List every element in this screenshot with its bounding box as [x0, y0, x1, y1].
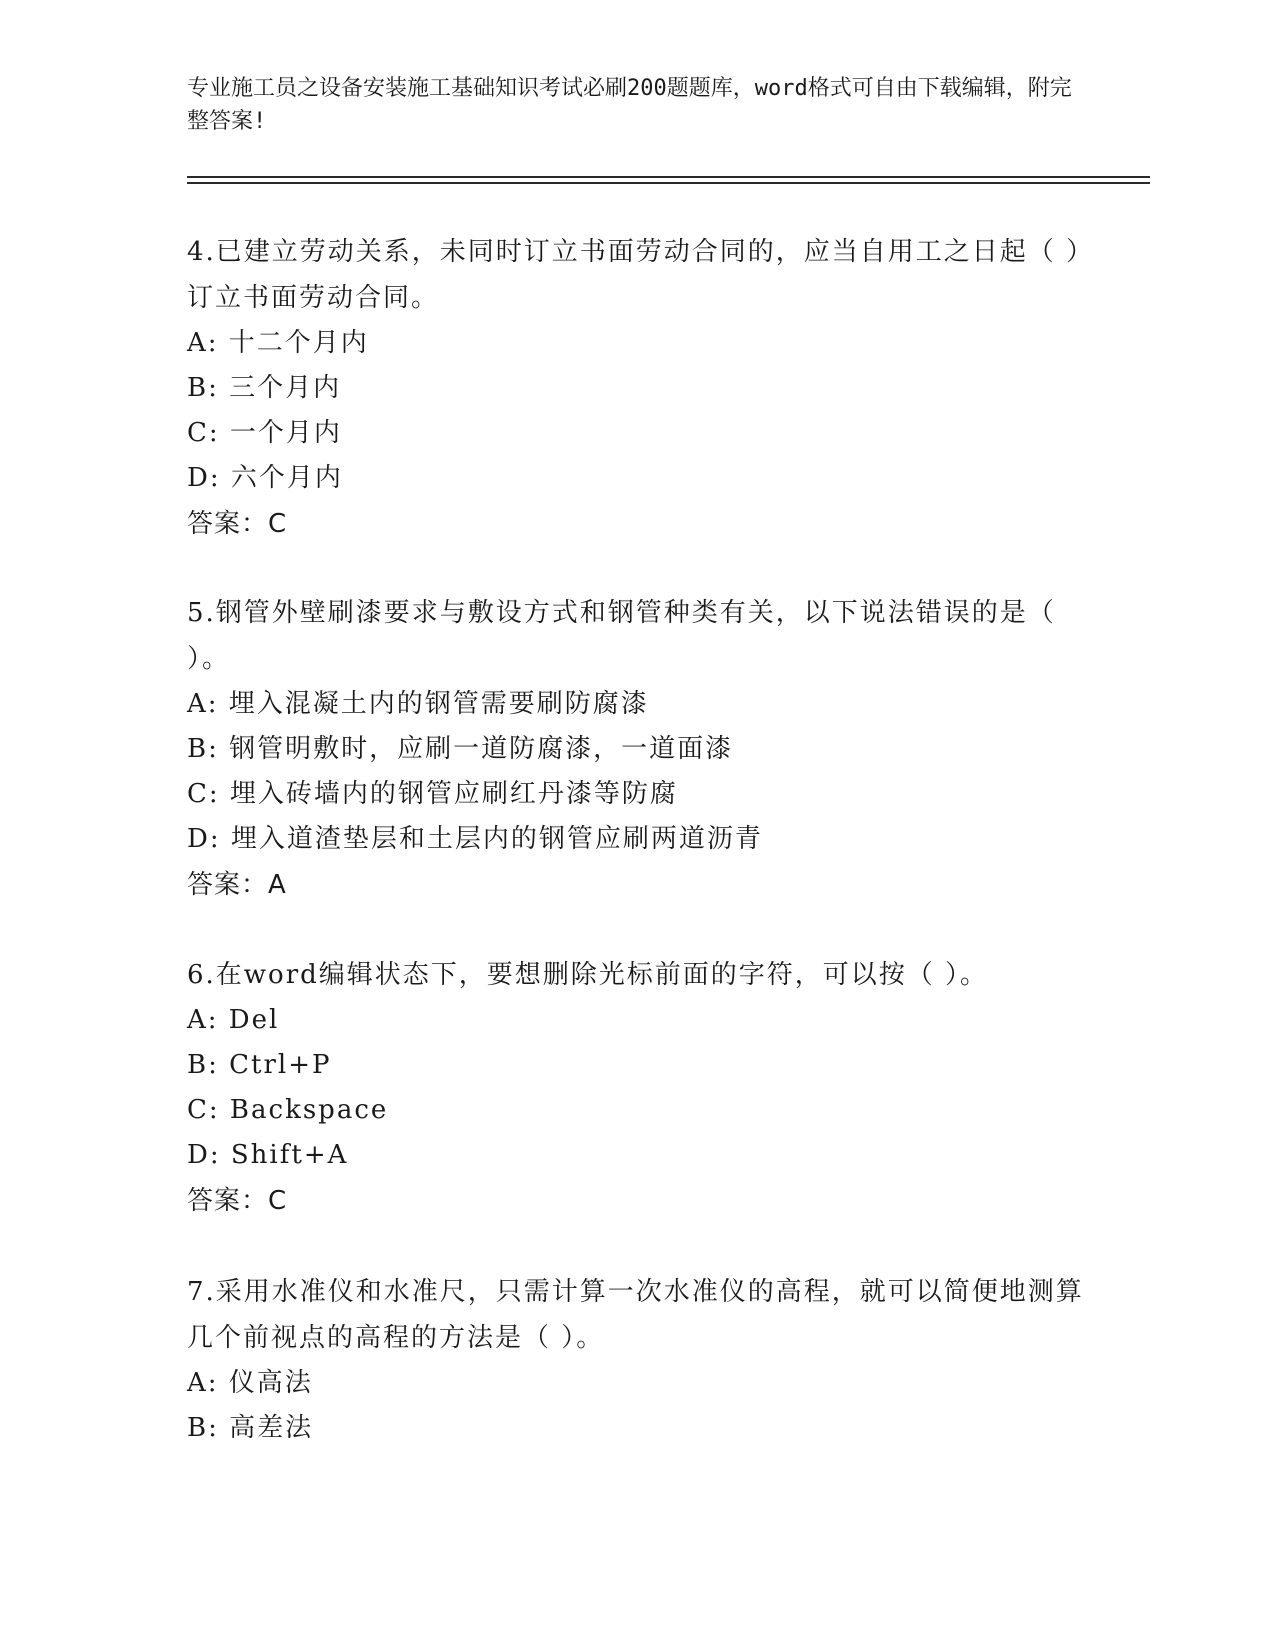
- header-divider-bottom: [187, 182, 1150, 184]
- option-b: B: 钢管明敷时，应刷一道防腐漆，一道面漆: [187, 734, 734, 764]
- question-5: [187, 590, 1087, 908]
- question-4: [187, 229, 1087, 547]
- answer-label: 答案：C: [187, 509, 288, 539]
- answer-label: 答案：C: [187, 1186, 288, 1216]
- option-a: A: 十二个月内: [187, 328, 369, 358]
- question-stem: 5.钢管外壁刷漆要求与敷设方式和钢管种类有关，以下说法错误的是（ ）。: [187, 598, 1056, 674]
- option-a: A: 埋入混凝土内的钢管需要刷防腐漆: [187, 689, 649, 719]
- question-stem: 4.已建立劳动关系，未同时订立书面劳动合同的，应当自用工之日起（ ）订立书面劳动合同。: [187, 237, 1082, 313]
- option-b: B: Ctrl+P: [187, 1050, 332, 1080]
- option-a: A: Del: [187, 1005, 280, 1035]
- document-header: 专业施工员之设备安装施工基础知识考试必刷200题题库，word格式可自由下载编辑，附完整答案!: [187, 76, 1072, 134]
- option-c: C: 埋入砖墙内的钢管应刷红丹漆等防腐: [187, 779, 678, 809]
- question-stem: 6.在word编辑状态下，要想删除光标前面的字符，可以按（ ）。: [187, 960, 989, 990]
- question-6: [187, 952, 1087, 1224]
- answer-label: 答案：A: [187, 870, 287, 900]
- question-stem: 7.采用水准仪和水准尺，只需计算一次水准仪的高程，就可以简便地测算几个前视点的高程的方法是（ ）。: [187, 1277, 1084, 1353]
- option-d: D: 六个月内: [187, 463, 343, 493]
- option-b: B: 高差法: [187, 1413, 314, 1443]
- header-divider-top: [187, 176, 1150, 178]
- option-d: D: 埋入道渣垫层和土层内的钢管应刷两道沥青: [187, 824, 763, 854]
- option-c: C: Backspace: [187, 1095, 389, 1125]
- option-d: D: Shift+A: [187, 1140, 349, 1170]
- option-b: B: 三个月内: [187, 373, 342, 403]
- option-c: C: 一个月内: [187, 418, 342, 448]
- question-7: [187, 1269, 1087, 1451]
- option-a: A: 仪高法: [187, 1368, 313, 1398]
